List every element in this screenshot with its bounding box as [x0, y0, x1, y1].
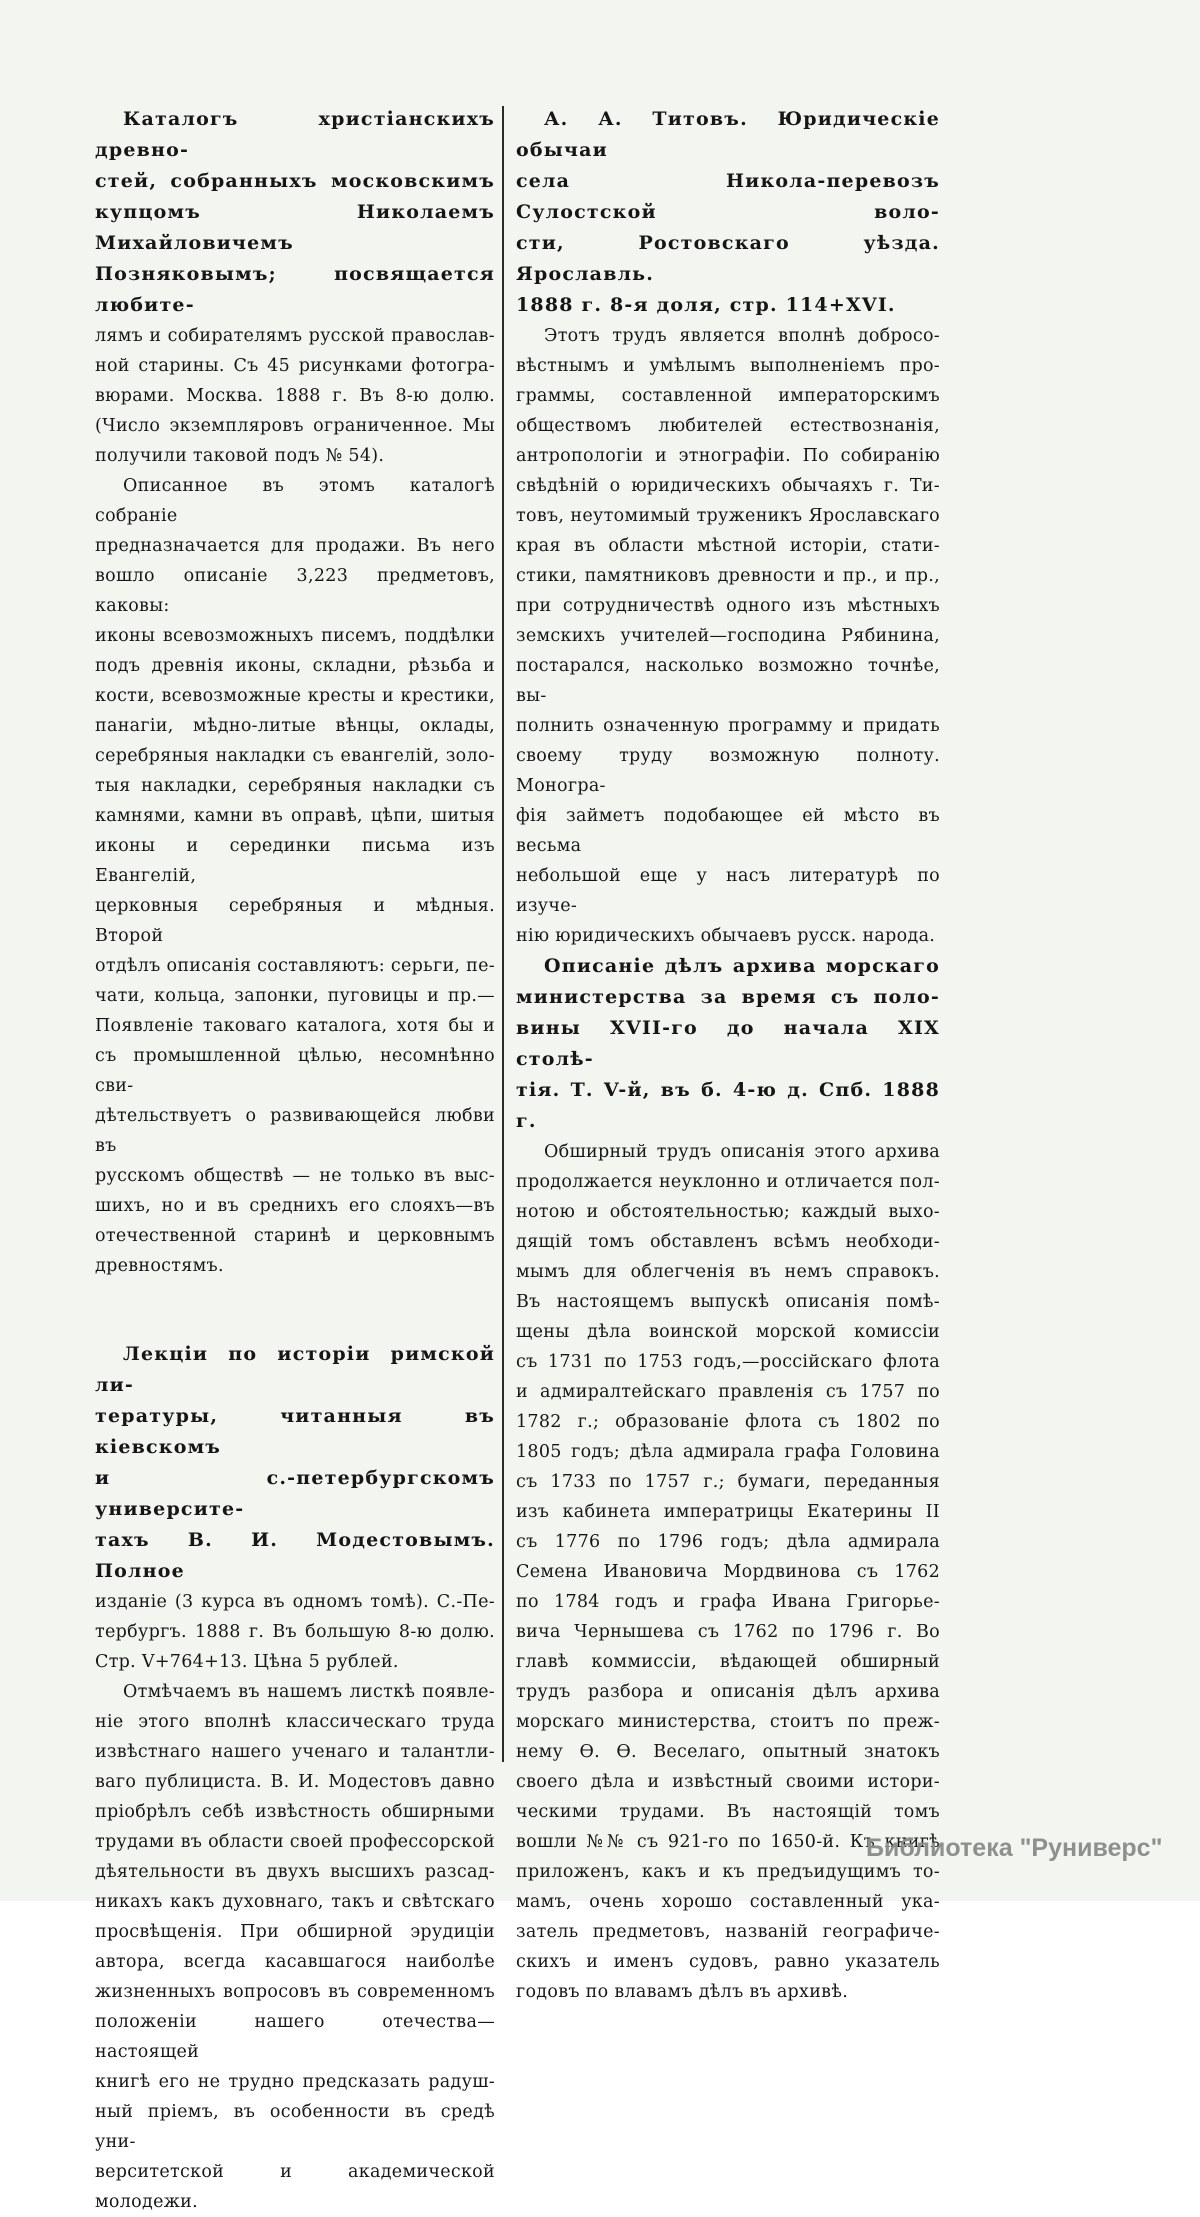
text-line: отечественной старинѣ и церковнымъ — [95, 1226, 495, 1246]
text-line: автора, всегда касавшагося наиболѣе — [95, 1952, 495, 1972]
text-line: А. А. Титовъ. Юридическіе обычаи — [516, 108, 940, 161]
text-line: 1805 годъ; дѣла адмирала графа Головина — [516, 1442, 940, 1462]
text-line: (Число экземпляровъ ограниченное. Мы — [95, 416, 495, 436]
text-line: тія. Т. V-й, въ б. 4-ю д. Спб. 1888 г. — [516, 1079, 940, 1132]
text-line: Появленіе таковаго каталога, хотя бы и — [95, 1016, 495, 1036]
text-line: Описаніе дѣлъ архива морскаго — [544, 955, 940, 977]
entry-paragraph — [95, 1587, 495, 1677]
text-line: Описанное въ этомъ каталогѣ собраніе — [95, 476, 495, 526]
text-line: граммы, составленной императорскимъ — [516, 386, 940, 406]
text-line: предназначается для продажи. Въ него — [95, 536, 495, 556]
text-line: ной старины. Съ 45 рисунками фотогра- — [95, 356, 495, 376]
text-line: скихъ и именъ судовъ, равно указатель — [516, 1952, 940, 1972]
column-right — [516, 104, 940, 2007]
text-line: изданіе (3 курса въ одномъ томѣ). С.-Пе- — [95, 1592, 495, 1612]
text-line: земскихъ учителей—господина Рябинина, — [516, 626, 940, 646]
text-line: съ 1776 по 1796 годъ; дѣла адмирала — [516, 1532, 940, 1552]
text-line: русскомъ обществѣ — не только въ выс- — [95, 1166, 495, 1186]
text-line: ный пріемъ, въ особенности въ средѣ уни- — [95, 2102, 495, 2152]
text-line: съ 1733 по 1757 г.; бумаги, переданныя — [516, 1472, 940, 1492]
text-line: Каталогъ христіанскихъ древно- — [95, 108, 495, 161]
text-line: Обширный трудъ описанія этого архива — [544, 1142, 940, 1162]
text-line: небольшой еще у насъ литературѣ по изуче- — [516, 866, 940, 916]
text-line: иконы всевозможныхъ писемъ, поддѣлки — [95, 626, 495, 646]
text-line: вѣстнымъ и умѣлымъ выполненіемъ про- — [516, 356, 940, 376]
text-line: церковныя серебряныя и мѣдныя. Второй — [95, 896, 495, 946]
entry-title — [516, 951, 940, 1137]
runivers-library-watermark: Библиотека "Руниверс" — [866, 1834, 1163, 1862]
text-line: камнями, камни въ оправѣ, цѣпи, шитыя — [95, 806, 495, 826]
text-line: трудъ разбора и описанія дѣлъ архива — [516, 1682, 940, 1702]
text-line: Стр. V+764+13. Цѣна 5 рублей. — [95, 1652, 399, 1672]
text-line: и с.-петербургскомъ университе- — [95, 1467, 495, 1520]
text-line: края въ области мѣстной исторіи, стати- — [516, 536, 940, 556]
entry-paragraph — [516, 1137, 940, 2007]
text-line: жизненныхъ вопросовъ въ современномъ — [95, 1982, 495, 2002]
text-line: нему Ѳ. Ѳ. Веселаго, опытный знатокъ — [516, 1742, 940, 1762]
text-line: дѣтельствуетъ о развивающейся любви въ — [95, 1106, 495, 1156]
text-line: купцомъ Николаемъ Михайловичемъ — [95, 201, 495, 254]
entry-title — [95, 104, 495, 321]
text-line: обществомъ любителей естествознанія, — [516, 416, 940, 436]
text-line: мамъ, очень хорошо составленный ука- — [516, 1892, 940, 1912]
text-line: кости, всевозможные кресты и крестики, — [95, 686, 495, 706]
text-line: тахъ В. И. Модестовымъ. Полное — [95, 1529, 495, 1582]
text-line: съ 1731 по 1753 годъ,—россійскаго флота — [516, 1352, 940, 1372]
entry-paragraph — [95, 321, 495, 471]
text-line: своему труду возможную полноту. Моногра- — [516, 746, 940, 796]
text-line: получили таковой подъ № 54). — [95, 446, 385, 466]
text-line: Въ настоящемъ выпускѣ описанія помѣ- — [516, 1292, 940, 1312]
text-line: полнить означенную программу и придать — [516, 716, 940, 736]
text-line: ческими трудами. Въ настоящій томъ — [516, 1802, 940, 1822]
text-line: вошло описаніе 3,223 предметовъ, каковы: — [95, 566, 495, 616]
text-line: вошли №№ съ 921-го по 1650-й. Къ книгѣ — [516, 1832, 940, 1852]
text-line: никахъ какъ духовнаго, такъ и свѣтскаго — [95, 1892, 495, 1912]
text-line: Лекціи по исторіи римской ли- — [95, 1343, 495, 1396]
text-line: Семена Ивановича Мордвинова съ 1762 — [516, 1562, 940, 1582]
text-line: тербургъ. 1888 г. Въ большую 8-ю долю. — [95, 1622, 495, 1642]
text-line: тыя накладки, серебряныя накладки съ — [95, 776, 495, 796]
text-line: министерства за время съ поло- — [516, 986, 940, 1008]
text-line: мымъ для облегченія въ немъ справокъ. — [516, 1262, 940, 1282]
entry-paragraph — [516, 321, 940, 951]
text-line: вича Чернышева съ 1762 по 1796 г. Во — [516, 1622, 940, 1642]
text-line: 1888 г. 8-я доля, стр. 114+XVI. — [516, 294, 896, 316]
text-line: товъ, неутомимый труженикъ Ярославскаго — [516, 506, 940, 526]
text-line: нотою и обстоятельностью; каждый выхо- — [516, 1202, 940, 1222]
text-line: Этотъ трудъ является вполнѣ добросо- — [544, 326, 940, 346]
text-line: иконы и серединки письма изъ Евангелій, — [95, 836, 495, 886]
text-line: главѣ коммиссіи, вѣдающей обширный — [516, 1652, 940, 1672]
column-divider — [502, 106, 504, 1762]
text-line: морскаго министерства, стоитъ по преж- — [516, 1712, 940, 1732]
text-line: при сотрудничествѣ одного изъ мѣстныхъ — [516, 596, 940, 616]
text-line: своего дѣла и извѣстный своими истори- — [516, 1772, 940, 1792]
text-line: лямъ и собирателямъ русской православ- — [95, 326, 495, 346]
text-line: стики, памятниковъ древности и пр., и пр., — [516, 566, 940, 586]
text-line: вины XVII-го до начала XIX столѣ- — [516, 1017, 940, 1070]
text-line: щены дѣла воинской морской комиссіи — [516, 1322, 940, 1342]
text-line: трудами въ области своей профессорской — [95, 1832, 496, 1852]
text-line: вюрами. Москва. 1888 г. Въ 8-ю долю. — [95, 386, 495, 406]
text-line: сти, Ростовскаго уѣзда. Ярославль. — [516, 232, 940, 285]
text-line: съ промышленной цѣлью, несомнѣнно сви- — [95, 1046, 495, 1096]
text-line: приложенъ, какъ и къ предъидущимъ то- — [516, 1862, 940, 1882]
text-line: тературы, читанныя въ кіевскомъ — [95, 1405, 495, 1458]
text-line: по 1784 годъ и графа Ивана Григорье- — [516, 1592, 940, 1612]
text-line: шихъ, но и въ среднихъ его слояхъ—въ — [95, 1196, 495, 1216]
column-left — [95, 104, 495, 2217]
entry-title — [95, 1339, 495, 1587]
text-line: книгѣ его не трудно предсказать радуш- — [95, 2072, 495, 2092]
text-line: постарался, насколько возможно точнѣе, вы- — [516, 656, 940, 706]
text-line: чати, кольца, запонки, пуговицы и пр.— — [95, 986, 495, 1006]
text-line: отдѣлъ описанія составляютъ: серьги, пе- — [95, 956, 495, 976]
text-line: свѣдѣній о юридическихъ обычаяхъ г. Ти- — [516, 476, 940, 496]
text-line: ваго публициста. В. И. Модестовъ давно — [95, 1772, 495, 1792]
text-line: продолжается неуклонно и отличается пол- — [516, 1172, 940, 1192]
text-line: 1782 г.; образованіе флота съ 1802 по — [516, 1412, 940, 1432]
text-line: нію юридическихъ обычаевъ русск. народа. — [516, 926, 936, 946]
text-line: дящій томъ обставленъ всѣмъ необходи- — [516, 1232, 940, 1252]
entry-paragraph — [95, 1677, 495, 2217]
text-line: затель предметовъ, названій географиче- — [516, 1922, 940, 1942]
text-line: серебряныя накладки съ евангелій, золо- — [95, 746, 495, 766]
text-line: села Никола-перевозъ Сулостской воло- — [516, 170, 940, 223]
text-line: пріобрѣлъ себѣ извѣстность обширными — [95, 1802, 495, 1822]
text-line: просвѣщенія. При обширной эрудиціи — [95, 1922, 495, 1942]
text-line: стей, собранныхъ московскимъ — [95, 170, 495, 192]
text-line: изъ кабинета императрицы Екатерины II — [516, 1502, 940, 1522]
entry-paragraph — [95, 471, 495, 1281]
text-line: Отмѣчаемъ въ нашемъ листкѣ появле- — [123, 1682, 495, 1702]
text-line: фія займетъ подобающее ей мѣсто въ весьма — [516, 806, 940, 856]
text-line: Позняковымъ; посвящается любите- — [95, 263, 495, 316]
entry-title — [516, 104, 940, 321]
text-line: панагіи, мѣдно-литые вѣнцы, оклады, — [95, 716, 495, 736]
text-line: подъ древнія иконы, складни, рѣзьба и — [95, 656, 495, 676]
text-line: и адмиралтейскаго правленія съ 1757 по — [516, 1382, 940, 1402]
text-line: антропологіи и этнографіи. По собиранію — [516, 446, 940, 466]
text-line: извѣстнаго нашего ученаго и талантли- — [95, 1742, 495, 1762]
text-line: годовъ по влавамъ дѣлъ въ архивѣ. — [516, 1982, 849, 2002]
text-line: древностямъ. — [95, 1256, 224, 1276]
text-line: положеніи нашего отечества—настоящей — [95, 2012, 495, 2062]
text-line: верситетской и академической молодежи. — [95, 2162, 495, 2212]
text-line: ніе этого вполнѣ классическаго труда — [95, 1712, 495, 1732]
text-line: дѣятельности въ двухъ высшихъ разсад- — [95, 1862, 495, 1882]
